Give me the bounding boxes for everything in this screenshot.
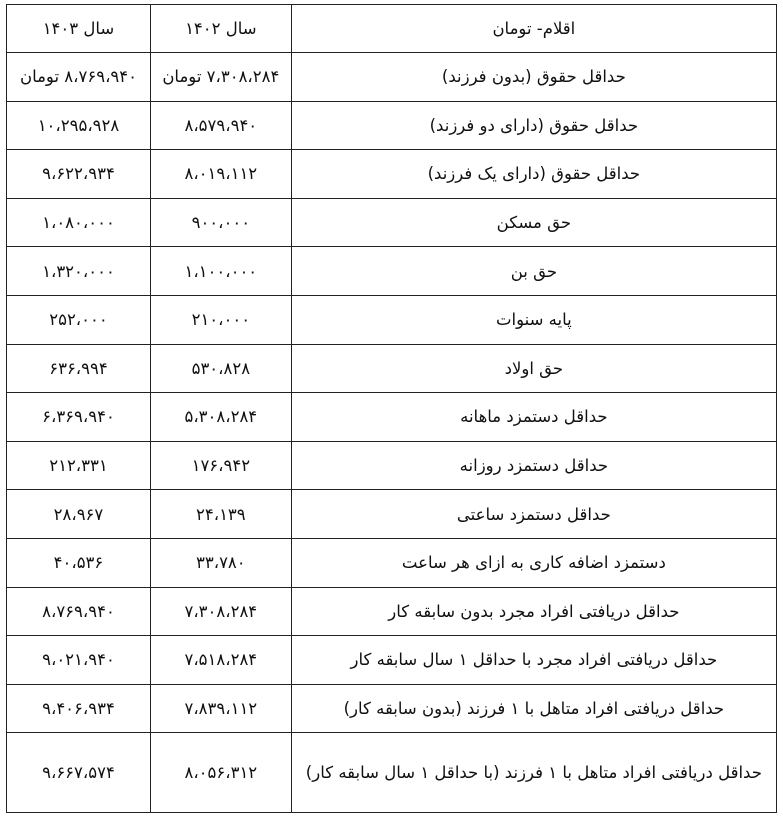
table-row (7, 344, 777, 393)
value-1403-cell: ۲۱۲،۳۳۱ (7, 441, 151, 490)
item-cell: حداقل حقوق (بدون فرزند) (291, 53, 776, 102)
table-row (7, 53, 777, 102)
value-1402-cell: ۲۱۰،۰۰۰ (150, 295, 291, 344)
table-row (7, 636, 777, 685)
wage-table (6, 4, 777, 813)
table-row (7, 295, 777, 344)
value-1402-cell: ۹۰۰،۰۰۰ (150, 198, 291, 247)
value-1402-cell: ۲۴،۱۳۹ (150, 490, 291, 539)
item-cell: حق مسکن (291, 198, 776, 247)
header-year-1402: سال ۱۴۰۲ (150, 5, 291, 53)
value-1402-cell: ۷،۳۰۸،۲۸۴ (150, 587, 291, 636)
value-1403-cell: ۴۰،۵۳۶ (7, 538, 151, 587)
item-cell: حداقل دریافتی افراد متاهل با ۱ فرزند (با حداقل ۱ سال سابقه کار) (291, 733, 776, 813)
value-1402-cell: ۸،۵۷۹،۹۴۰ (150, 101, 291, 150)
table-row (7, 198, 777, 247)
value-1403-cell: ۱،۰۸۰،۰۰۰ (7, 198, 151, 247)
value-1402-cell: ۸،۰۵۶،۳۱۲ (150, 733, 291, 813)
table-row (7, 538, 777, 587)
item-cell: حداقل حقوق (دارای یک فرزند) (291, 150, 776, 199)
value-1402-cell: ۸،۰۱۹،۱۱۲ (150, 150, 291, 199)
value-1402-cell: ۵،۳۰۸،۲۸۴ (150, 393, 291, 442)
item-cell: حق اولاد (291, 344, 776, 393)
value-1402-cell: ۵۳۰،۸۲۸ (150, 344, 291, 393)
value-1403-cell: ۸،۷۶۹،۹۴۰ تومان (7, 53, 151, 102)
value-1402-cell: ۷،۵۱۸،۲۸۴ (150, 636, 291, 685)
value-1403-cell: ۶۳۶،۹۹۴ (7, 344, 151, 393)
value-1402-cell: ۷،۳۰۸،۲۸۴ تومان (150, 53, 291, 102)
table-row (7, 150, 777, 199)
header-items: اقلام- تومان (291, 5, 776, 53)
table-row (7, 733, 777, 813)
table-row (7, 684, 777, 733)
table-row (7, 393, 777, 442)
item-cell: حداقل دریافتی افراد مجرد بدون سابقه کار (291, 587, 776, 636)
value-1402-cell: ۷،۸۳۹،۱۱۲ (150, 684, 291, 733)
value-1403-cell: ۲۸،۹۶۷ (7, 490, 151, 539)
wage-table-body (7, 5, 777, 813)
item-cell: حداقل دستمزد روزانه (291, 441, 776, 490)
value-1403-cell: ۹،۶۲۲،۹۳۴ (7, 150, 151, 199)
value-1403-cell: ۹،۰۲۱،۹۴۰ (7, 636, 151, 685)
item-cell: حداقل دریافتی افراد مجرد با حداقل ۱ سال سابقه کار (291, 636, 776, 685)
value-1403-cell: ۸،۷۶۹،۹۴۰ (7, 587, 151, 636)
item-cell: حداقل دریافتی افراد متاهل با ۱ فرزند (بدون سابقه کار) (291, 684, 776, 733)
value-1403-cell: ۲۵۲،۰۰۰ (7, 295, 151, 344)
item-cell: حق بن (291, 247, 776, 296)
value-1402-cell: ۳۳،۷۸۰ (150, 538, 291, 587)
table-row (7, 101, 777, 150)
table-row (7, 247, 777, 296)
item-cell: حداقل حقوق (دارای دو فرزند) (291, 101, 776, 150)
table-row (7, 490, 777, 539)
header-row (7, 5, 777, 53)
value-1402-cell: ۱،۱۰۰،۰۰۰ (150, 247, 291, 296)
value-1403-cell: ۶،۳۶۹،۹۴۰ (7, 393, 151, 442)
item-cell: دستمزد اضافه کاری به ازای هر ساعت (291, 538, 776, 587)
value-1403-cell: ۹،۶۶۷،۵۷۴ (7, 733, 151, 813)
table-row (7, 587, 777, 636)
table-row (7, 441, 777, 490)
header-year-1403: سال ۱۴۰۳ (7, 5, 151, 53)
item-cell: حداقل دستمزد ماهانه (291, 393, 776, 442)
value-1402-cell: ۱۷۶،۹۴۲ (150, 441, 291, 490)
value-1403-cell: ۹،۴۰۶،۹۳۴ (7, 684, 151, 733)
item-cell: پایه سنوات (291, 295, 776, 344)
item-cell: حداقل دستمزد ساعتی (291, 490, 776, 539)
value-1403-cell: ۱۰،۲۹۵،۹۲۸ (7, 101, 151, 150)
value-1403-cell: ۱،۳۲۰،۰۰۰ (7, 247, 151, 296)
